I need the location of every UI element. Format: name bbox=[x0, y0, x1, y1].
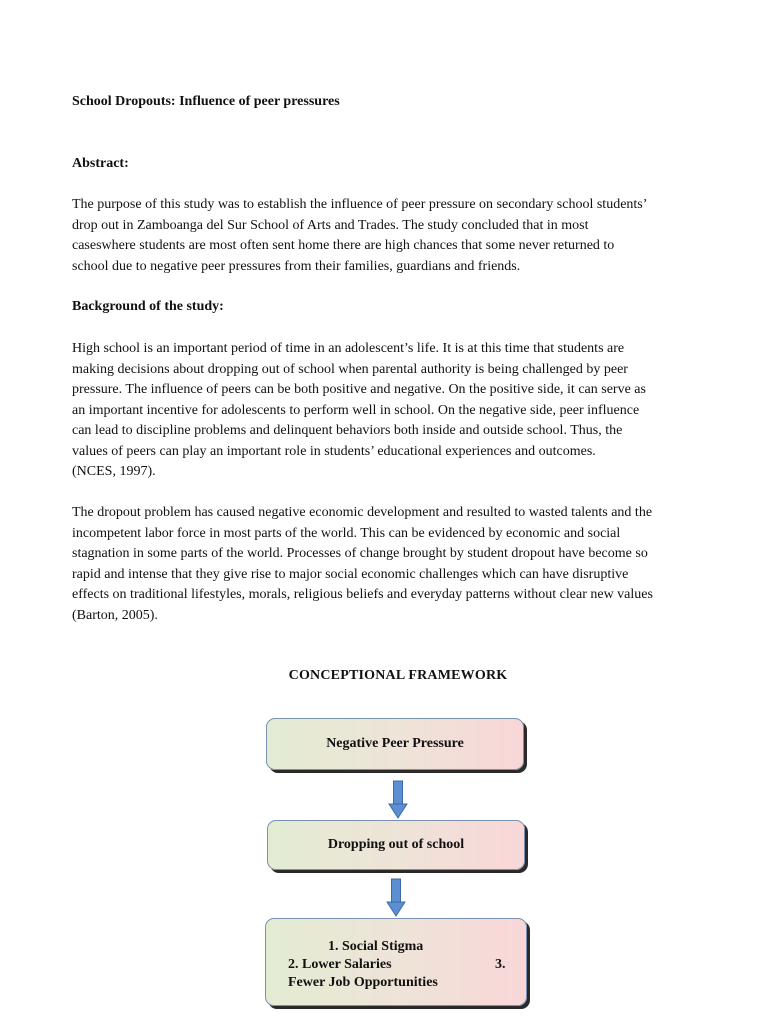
consequence-line: 2. Lower Salaries bbox=[288, 957, 392, 972]
background-line: stagnation in some parts of the world. Processes of change brought by student dropout have become so bbox=[72, 546, 648, 561]
background-line: incompetent labor force in most parts of the world. This can be evidenced by economic and social bbox=[72, 525, 621, 541]
background-line: (NCES, 1997). bbox=[72, 464, 156, 479]
abstract-line: The purpose of this study was to establish the influence of peer pressure on secondary school students’ bbox=[72, 197, 648, 212]
background-line: effects on traditional lifestyles, morals, religious beliefs and everyday patterns without clear new values bbox=[72, 587, 653, 602]
background-heading: Background of the study: bbox=[72, 299, 224, 314]
background-line: (Barton, 2005). bbox=[72, 607, 158, 623]
down-arrow-icon bbox=[386, 878, 406, 918]
abstract-line: caseswhere students are most often sent home there are high chances that some never returned to bbox=[72, 238, 615, 253]
framework-box-label: Negative Peer Pressure bbox=[326, 736, 464, 751]
background-line: an important incentive for adolescents to perform well in school. On the negative side, peer influence bbox=[72, 402, 640, 418]
abstract-paragraph bbox=[72, 195, 712, 277]
consequence-number: 3. bbox=[495, 957, 506, 972]
framework-box-label: Dropping out of school bbox=[327, 837, 465, 852]
background-line: The dropout problem has caused negative economic development and resulted to wasted talents and the bbox=[72, 505, 653, 520]
framework-title: CONCEPTIONAL FRAMEWORK bbox=[288, 668, 508, 683]
framework-box-dropping-out bbox=[267, 820, 525, 870]
abstract-heading: Abstract: bbox=[72, 156, 129, 171]
background-line: pressure. The influence of peers can be both positive and negative. On the positive side, it can serve as bbox=[72, 382, 646, 397]
background-line: making decisions about dropping out of school when parental authority is being challenged by peer bbox=[72, 361, 628, 377]
framework-box-consequences bbox=[265, 918, 527, 1006]
background-line: rapid and intense that they give rise to major social economic challenges which can have disruptive bbox=[72, 566, 629, 582]
background-paragraph-2 bbox=[72, 503, 712, 626]
consequence-line: 1. Social Stigma bbox=[328, 939, 424, 954]
abstract-line: school due to negative peer pressures from their families, guardians and friends. bbox=[72, 258, 521, 274]
background-paragraph-1 bbox=[72, 339, 712, 483]
document-title: School Dropouts: Influence of peer pressures bbox=[72, 94, 340, 109]
background-line: High school is an important period of time in an adolescent’s life. It is at this time that students are bbox=[72, 341, 625, 356]
consequence-line: Fewer Job Opportunities bbox=[288, 975, 438, 990]
abstract-line: drop out in Zamboanga del Sur School of Arts and Trades. The study concluded that in most bbox=[72, 217, 589, 233]
down-arrow-icon bbox=[388, 780, 408, 820]
background-line: values of peers can play an important role in students’ educational experiences and outcomes. bbox=[72, 443, 596, 459]
background-line: can lead to discipline problems and delinquent behaviors both inside and outside school. Thus, the bbox=[72, 423, 623, 438]
framework-box-negative-peer-pressure bbox=[266, 718, 524, 770]
